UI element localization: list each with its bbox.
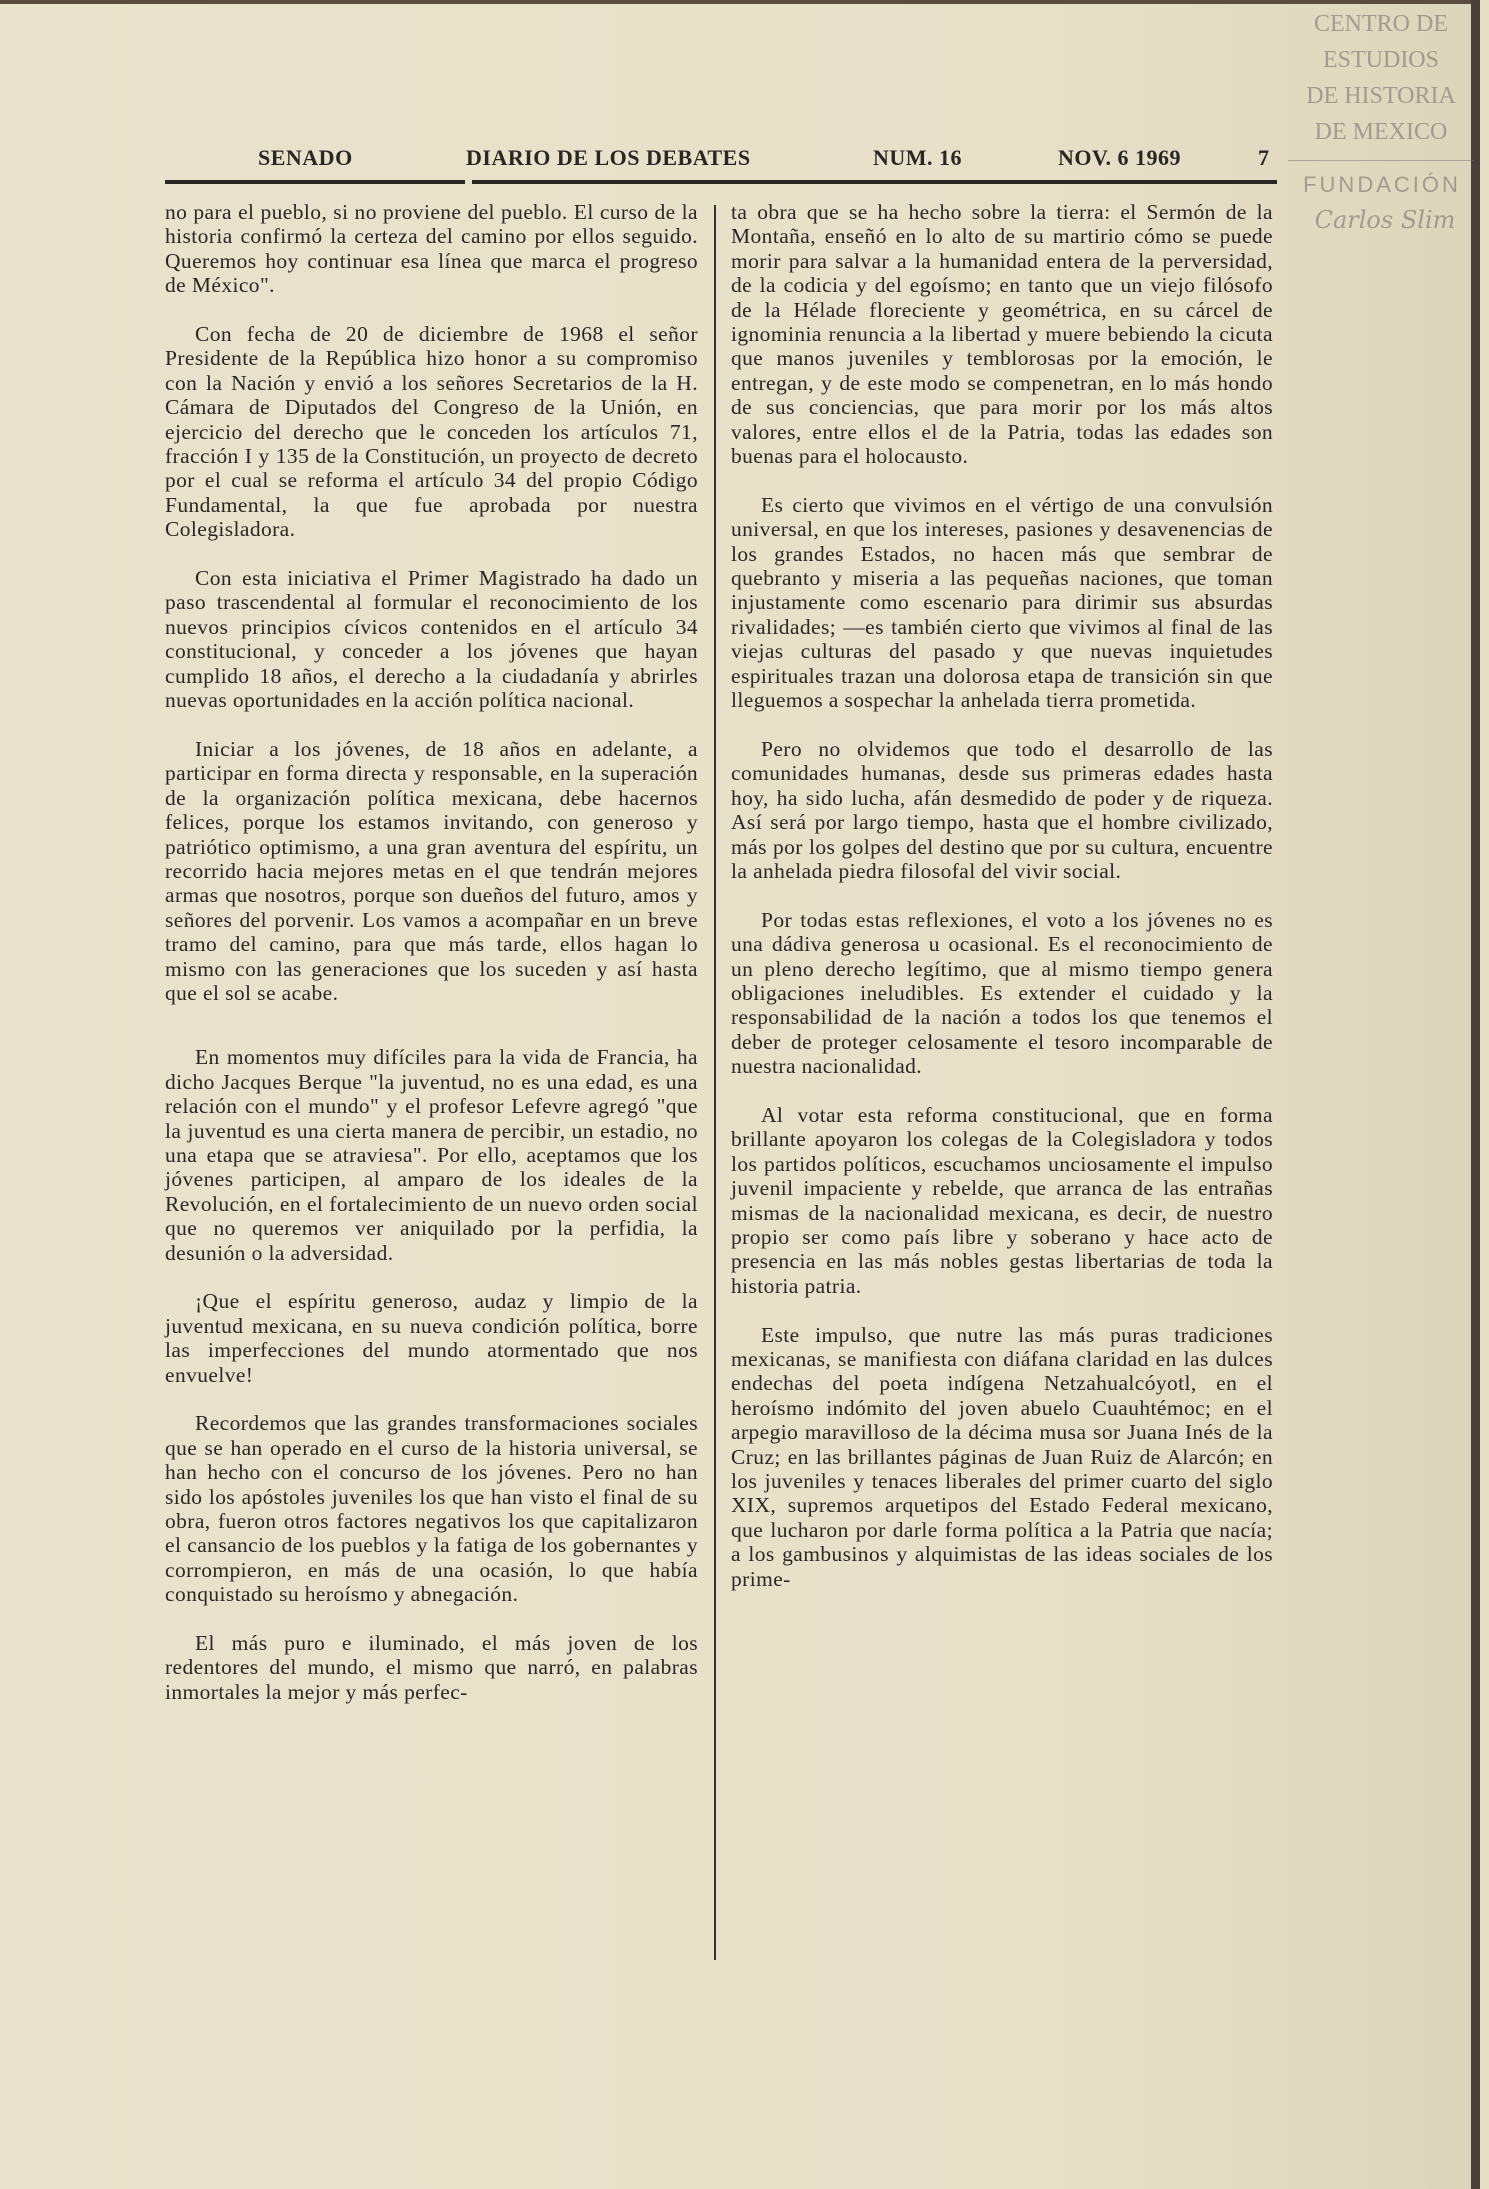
page-header	[258, 145, 1278, 175]
header-page-number: 7	[1258, 145, 1270, 170]
header-section: SENADO	[258, 145, 353, 170]
paragraph: El más puro e iluminado, el más joven de los redentores del mundo, el mismo que narró, en palabras inmortales la mejor y más perfec-	[165, 1631, 698, 1704]
watermark-signature: Carlos Slim	[1314, 206, 1456, 234]
watermark-line: DE HISTORIA	[1306, 83, 1456, 109]
watermark-archive	[1288, 6, 1474, 150]
paragraph: Pero no olvidemos que todo el desarrollo de las comunidades humanas, desde sus primeras edades hasta hoy, ha sido lucha, afán desmedido de poder y de riqueza. Así será por largo tiempo, hasta que el hombre civilizado, más por los golpes del destino que por su cultura, encuentre la anhelada piedra filosofal del vivir social.	[731, 736, 1273, 883]
scan-edge-right	[1471, 0, 1480, 2189]
paragraph: Por todas estas reflexiones, el voto a los jóvenes no es una dádiva generosa u ocasional. Es el reconocimiento de un pleno derecho legítimo, que al mismo tiempo genera obligaciones ineludibles. Es extender el cuidado y la responsabilidad de la nación a todos los que tenemos el deber de proteger celosamente el tesoro incomparable de nuestra nacionalidad.	[731, 907, 1273, 1079]
header-rule-right	[472, 180, 1277, 184]
paragraph: En momentos muy difíciles para la vida de Francia, ha dicho Jacques Berque "la juventud, no es una edad, es una relación con el mundo" y el profesor Lefevre agregó "que la juventud es una cierta manera de percibir, un estadio, no una etapa que se atraviesa". Por ello, aceptamos que los jóvenes participen, al amparo de los ideales de la Revolución, en el fortalecimiento de un nuevo orden social que no queremos ver aniquilado por la perfidia, la desunión o la adversidad.	[165, 1045, 698, 1265]
watermark-line: ESTUDIOS	[1322, 47, 1439, 73]
header-publication: DIARIO DE LOS DEBATES	[466, 145, 751, 170]
watermark-line: DE MEXICO	[1314, 119, 1448, 145]
paragraph: Es cierto que vivimos en el vértigo de una convulsión universal, en que los intereses, pasiones y desavenencias de los grandes Estados, no hacen más que sembrar de quebranto y miseria a las pequeñas naciones, que toman injustamente como escenario para dirimir sus absurdas rivalidades; —es también cierto que vivimos al final de las viejas culturas del pasado y que nuevas inquietudes espirituales trazan una dolorosa etapa de transición sin que lleguemos a sospechar la anhelada tierra prometida.	[731, 492, 1273, 713]
paragraph: Este impulso, que nutre las más puras tradiciones mexicanas, se manifiesta con diáfana claridad en las dulces endechas del poeta indígena Netzahualcóyotl, en el heroísmo indómito del joven abuelo Cuauhtémoc; en el arpegio maravilloso de la décima musa sor Juana Inés de la Cruz; en las brillantes páginas de Juan Ruiz de Alarcón; en los juveniles y tenaces liberales del primer cuarto del siglo XIX, supremos arquetipos del Estado Federal mexicano, que lucharon por darle forma política a la Patria que nacía; a los gambusinos y alquimistas de las ideas sociales de los prime-	[731, 1322, 1273, 1591]
header-rule-left	[165, 180, 465, 184]
paragraph: no para el pueblo, si no proviene del pueblo. El curso de la historia confirmó la certeza del camino por ellos seguido. Queremos hoy continuar esa línea que marca el progreso de México".	[165, 200, 698, 298]
watermark-line: CENTRO DE	[1314, 11, 1448, 37]
paragraph: Con esta iniciativa el Primer Magistrado ha dado un paso trascendental al formular el reconocimiento de los nuevos principios cívicos contenidos en el artículo 34 constitucional, y conceder a los jóvenes que hayan cumplido 18 años, el derecho a la ciudadanía y abrirles nuevas oportunidades en la acción política nacional.	[165, 566, 698, 713]
left-column	[165, 200, 698, 1729]
paragraph: ta obra que se ha hecho sobre la tierra: el Sermón de la Montaña, enseñó en lo alto de su martirio cómo se puede morir para salvar a la humanidad entera de la perversidad, de la codicia y del egoísmo; en tanto que un viejo filósofo de la Hélade floreciente y geométrica, en su cárcel de ignominia renuncia a la libertad y muere bebiendo la cicuta que manos juveniles y temblorosas por la emoción, le entregan, y de este modo se compenetran, en lo más hondo de sus conciencias, que para morir por los más altos valores, entre ellos el de la Patria, todas las edades son buenas para el holocausto.	[731, 200, 1273, 469]
paragraph: Recordemos que las grandes transformaciones sociales que se han operado en el curso de la historia universal, se han hecho con el concurso de los jóvenes. Pero no han sido los apóstoles juveniles los que han visto el final de su obra, fueron otros factores negativos los que capitalizaron el cansancio de los pueblos y la fatiga de los gobernantes y corrompieron, en más de una ocasión, lo que había conquistado su heroísmo y abnegación.	[165, 1411, 698, 1607]
paragraph: Al votar esta reforma constitucional, que en forma brillante apoyaron los colegas de la Colegisladora y todos los partidos políticos, escuchamos unciosamente el impulso juvenil impaciente y rebelde, que arranca de las entrañas mismas de la nacionalidad mexicana, es decir, de nuestro propio ser como país libre y soberano y hace acto de presencia en las más nobles gestas libertarias de toda la historia patria.	[731, 1102, 1273, 1298]
scan-edge-top	[0, 0, 1480, 4]
header-date: NOV. 6 1969	[1058, 145, 1182, 170]
paragraph: Iniciar a los jóvenes, de 18 años en adelante, a participar en forma directa y responsable, en la superación de la organización política mexicana, debe hacernos felices, porque los estamos invitando, con generoso y patriótico optimismo, a una gran aventura del espíritu, un recorrido hacia mejores metas en el que tendrán mejores armas que nosotros, porque son dueños del futuro, amos y señores del porvenir. Los vamos a acompañar en un breve tramo del camino, para que más tarde, ellos hagan lo mismo con las generaciones que los suceden y así hasta que el sol se acabe.	[165, 736, 698, 1005]
header-number: NUM. 16	[873, 145, 963, 170]
column-divider	[714, 205, 716, 1960]
watermark-divider	[1288, 160, 1474, 161]
paragraph: Con fecha de 20 de diciembre de 1968 el señor Presidente de la República hizo honor a su compromiso con la Nación y envió a los señores Secretarios de la H. Cámara de Diputados del Congreso de la Unión, en ejercicio del derecho que le conceden los artículos 71, fracción I y 135 de la Constitución, un proyecto de decreto por el cual se reforma el artículo 34 del propio Código Fundamental, la que fue aprobada por nuestra Colegisladora.	[165, 322, 698, 542]
paragraph: ¡Que el espíritu generoso, audaz y limpio de la juventud mexicana, en su nueva condición política, borre las imperfecciones del mundo atormentado que nos envuelve!	[165, 1289, 698, 1387]
watermark-foundation: FUNDACIÓN	[1303, 172, 1461, 197]
right-column	[731, 200, 1273, 1615]
